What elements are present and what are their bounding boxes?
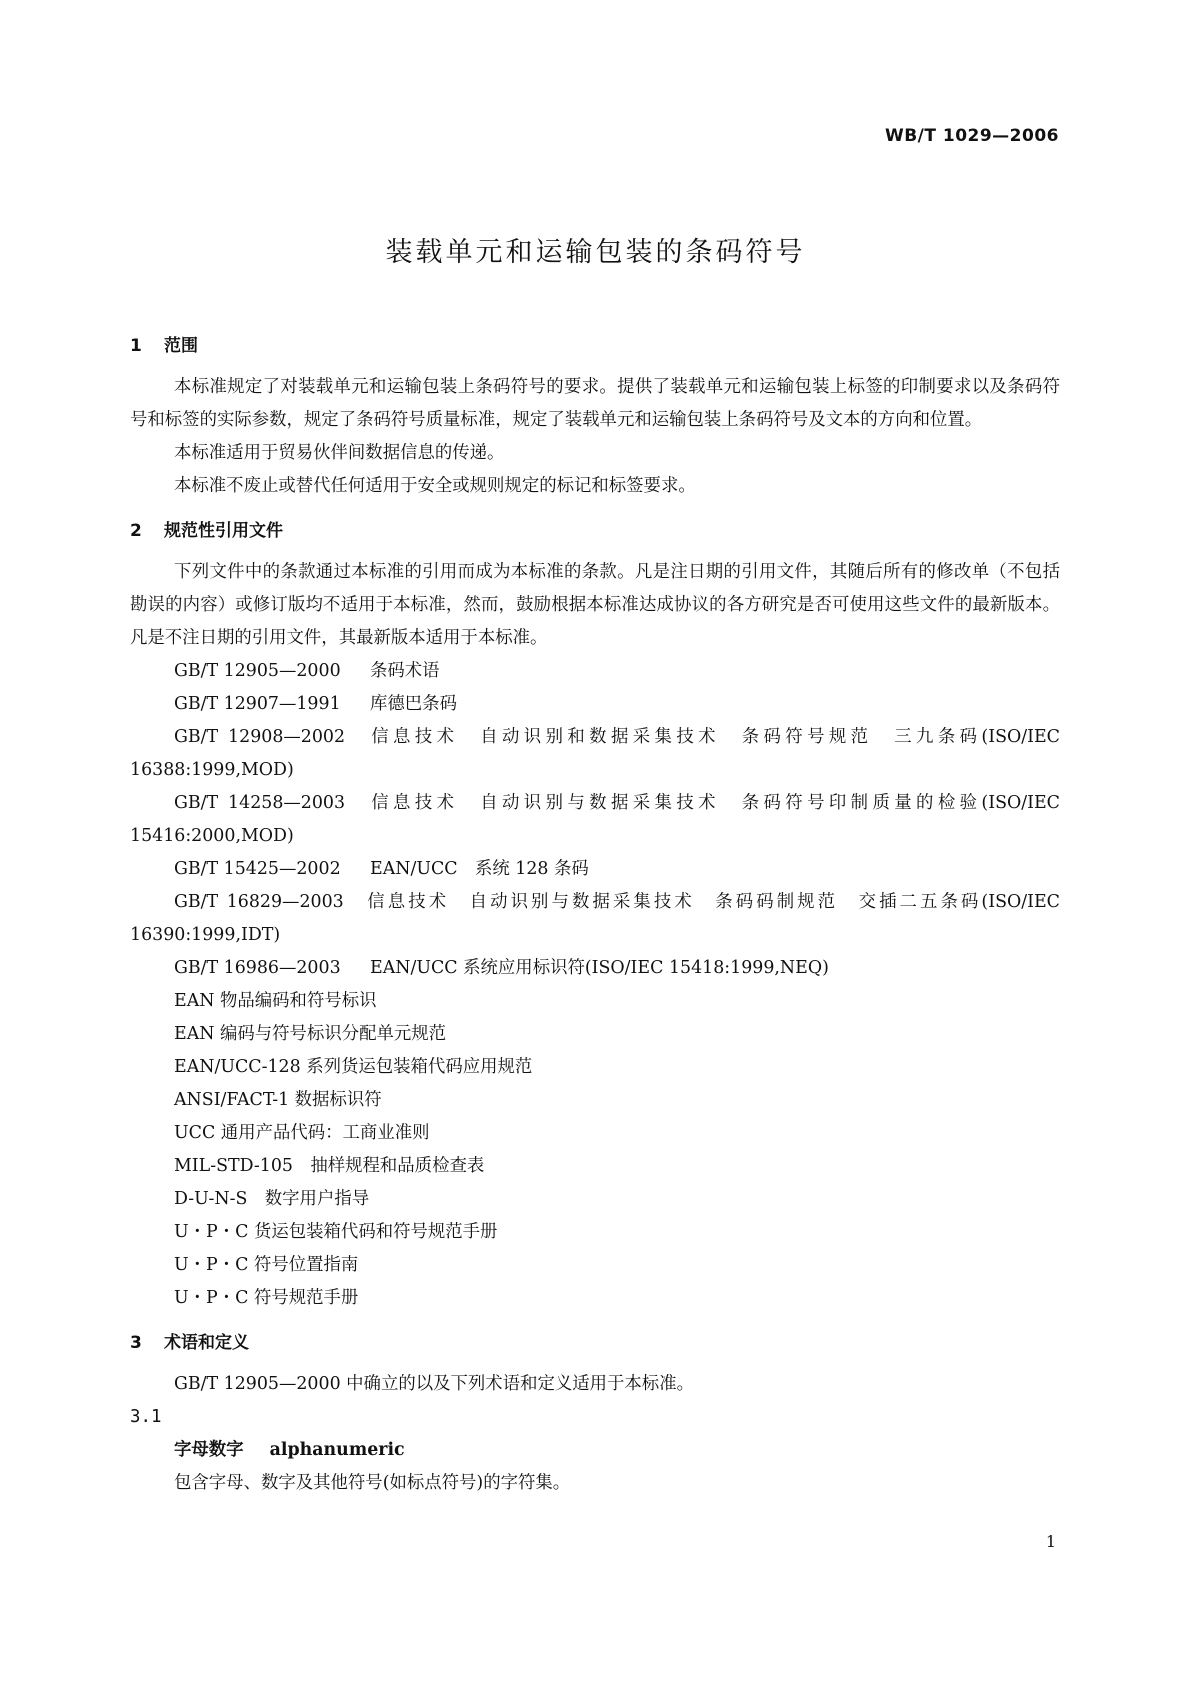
section-title: 规范性引用文件 bbox=[164, 521, 283, 541]
reference-code: GB/T 12905—2000 bbox=[174, 661, 341, 681]
reference-item: U・P・C 符号规范手册 bbox=[174, 1288, 359, 1308]
reference-item: EAN/UCC-128 系列货运包装箱代码应用规范 bbox=[174, 1057, 533, 1077]
document-body bbox=[130, 330, 1060, 1500]
reference-item: ANSI/FACT-1 数据标识符 bbox=[174, 1090, 382, 1110]
terms-intro: GB/T 12905—2000 中确立的以及下列术语和定义适用于本标准。 bbox=[174, 1374, 694, 1394]
reference-item: UCC 通用产品代码：工商业准则 bbox=[174, 1123, 430, 1143]
reference-item: U・P・C 符号位置指南 bbox=[174, 1255, 359, 1275]
reference-item: EAN 编码与符号标识分配单元规范 bbox=[174, 1024, 447, 1044]
references-intro: 下列文件中的条款通过本标准的引用而成为本标准的条款。凡是注日期的引用文件，其随后所有的修改单（不包括勘误的内容）或修订版均不适用于本标准，然而，鼓励根据本标准达成协议的各方研究是否可使用这些文件的最新版本。凡是不注日期的引用文件，其最新版本适用于本标准。 bbox=[130, 562, 1060, 648]
reference-item: EAN 物品编码和符号标识 bbox=[174, 991, 377, 1011]
section-heading-terms bbox=[130, 1327, 1060, 1360]
reference-item: D-U-N-S 数字用户指导 bbox=[174, 1189, 370, 1209]
reference-code: GB/T 16986—2003 bbox=[174, 958, 341, 978]
reference-title: EAN/UCC 系统 128 条码 bbox=[370, 859, 589, 879]
reference-title: 信息技术 自动识别与数据采集技术 条码符号印制质量的检验(ISO/IEC 15416:2000,MOD) bbox=[130, 793, 1060, 846]
reference-item bbox=[130, 787, 1060, 853]
section-title: 术语和定义 bbox=[164, 1333, 249, 1353]
clause-number: 3.1 bbox=[130, 1407, 162, 1427]
scope-paragraph: 本标准规定了对装载单元和运输包装上条码符号的要求。提供了装载单元和运输包装上标签的印制要求以及条码符号和标签的实际参数，规定了条码符号质量标准，规定了装载单元和运输包装上条码符号及文本的方向和位置。 bbox=[130, 377, 1060, 430]
reference-item bbox=[130, 655, 1060, 688]
term-entry bbox=[130, 1434, 1060, 1467]
reference-item bbox=[130, 853, 1060, 886]
section-number: 2 bbox=[130, 521, 142, 541]
reference-title: 信息技术 自动识别与数据采集技术 条码码制规范 交插二五条码(ISO/IEC 16390:1999,IDT) bbox=[130, 892, 1060, 945]
scope-paragraph: 本标准适用于贸易伙伴间数据信息的传递。 bbox=[174, 443, 505, 463]
reference-item: MIL-STD-105 抽样规程和品质检查表 bbox=[174, 1156, 485, 1176]
section-heading-normative-references bbox=[130, 515, 1060, 548]
section-number: 1 bbox=[130, 336, 142, 356]
section-number: 3 bbox=[130, 1333, 142, 1353]
reference-item bbox=[130, 886, 1060, 952]
reference-code: GB/T 12907—1991 bbox=[174, 694, 341, 714]
reference-title: EAN/UCC 系统应用标识符(ISO/IEC 15418:1999,NEQ) bbox=[370, 958, 829, 978]
reference-title: 信息技术 自动识别和数据采集技术 条码符号规范 三九条码(ISO/IEC 16388:1999,MOD) bbox=[130, 727, 1060, 780]
reference-code: GB/T 14258—2003 bbox=[174, 793, 346, 813]
reference-item bbox=[130, 688, 1060, 721]
standard-code: WB/T 1029—2006 bbox=[884, 126, 1059, 146]
section-heading-scope bbox=[130, 330, 1060, 363]
term-definition: 包含字母、数字及其他符号(如标点符号)的字符集。 bbox=[174, 1473, 571, 1493]
document-title: 装载单元和运输包装的条码符号 bbox=[385, 237, 806, 268]
reference-item bbox=[130, 952, 1060, 985]
scope-paragraph: 本标准不废止或替代任何适用于安全或规则规定的标记和标签要求。 bbox=[174, 476, 696, 496]
reference-title: 条码术语 bbox=[370, 661, 440, 681]
term-chinese: 字母数字 bbox=[174, 1440, 244, 1460]
reference-item: U・P・C 货运包装箱代码和符号规范手册 bbox=[174, 1222, 498, 1242]
reference-item bbox=[130, 721, 1060, 787]
section-title: 范围 bbox=[164, 336, 198, 356]
reference-code: GB/T 12908—2002 bbox=[174, 727, 346, 747]
reference-code: GB/T 15425—2002 bbox=[174, 859, 341, 879]
reference-code: GB/T 16829—2003 bbox=[174, 892, 344, 912]
page-number: 1 bbox=[1045, 1532, 1056, 1551]
term-english: alphanumeric bbox=[269, 1440, 405, 1460]
reference-title: 库德巴条码 bbox=[370, 694, 457, 714]
